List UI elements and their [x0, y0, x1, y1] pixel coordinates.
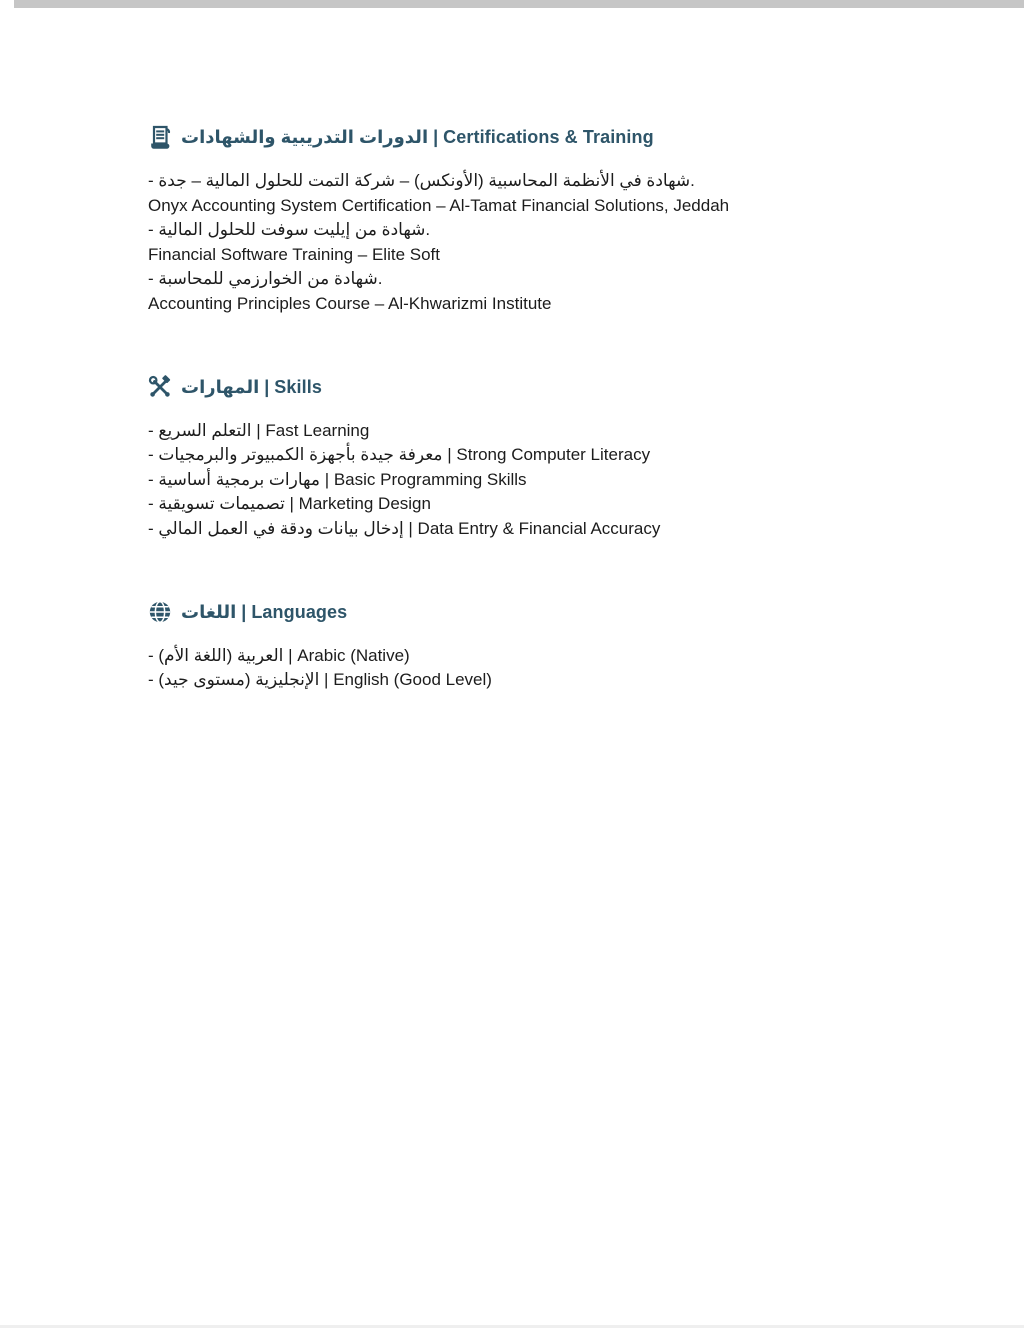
skill-line: - مهارات برمجية أساسية | Basic Programming Skills	[148, 469, 527, 489]
languages-list	[148, 644, 984, 693]
skill-line: - التعلم السريع | Fast Learning	[148, 420, 370, 440]
certification-line: - شهادة من إيليت سوفت للحلول المالية.	[148, 220, 431, 240]
certification-line: Onyx Accounting System Certification – Al-Tamat Financial Solutions, Jeddah	[148, 195, 730, 215]
skills-title: المهارات | Skills	[181, 376, 322, 397]
certifications-title: الدورات التدريبية والشهادات | Certifications & Training	[181, 127, 654, 147]
certification-line: Accounting Principles Course – Al-Khwarizmi Institute	[148, 293, 552, 313]
skill-line: - إدخال بيانات ودقة في العمل المالي | Data Entry & Financial Accuracy	[148, 518, 661, 538]
section-skills	[148, 374, 984, 542]
globe-icon	[148, 599, 172, 625]
page-top-scan-edge	[14, 0, 1024, 8]
certifications-header	[148, 124, 984, 151]
section-languages	[148, 599, 984, 693]
certification-line: - شهادة في الأنظمة المحاسبية (الأونكس) – شركة التمت للحلول المالية – جدة.	[148, 171, 695, 190]
languages-title: اللغات | Languages	[181, 601, 348, 622]
certification-line: - شهادة من الخوارزمي للمحاسبة.	[148, 269, 383, 289]
section-certifications	[148, 124, 984, 317]
languages-header	[148, 599, 984, 626]
certification-line: Financial Software Training – Elite Soft	[148, 244, 440, 264]
skill-line: - تصميمات تسويقية | Marketing Design	[148, 494, 431, 514]
language-line: - الإنجليزية (مستوى جيد) | English (Good Level)	[148, 670, 492, 690]
scroll-icon	[148, 125, 172, 151]
language-line: - العربية (اللغة الأم) | Arabic (Native)	[148, 645, 410, 665]
tools-icon	[148, 374, 172, 400]
skills-header	[148, 374, 984, 401]
skills-list	[148, 419, 984, 542]
certifications-list	[148, 169, 984, 317]
skill-line: - معرفة جيدة بأجهزة الكمبيوتر والبرمجيات | Strong Computer Literacy	[148, 445, 651, 465]
